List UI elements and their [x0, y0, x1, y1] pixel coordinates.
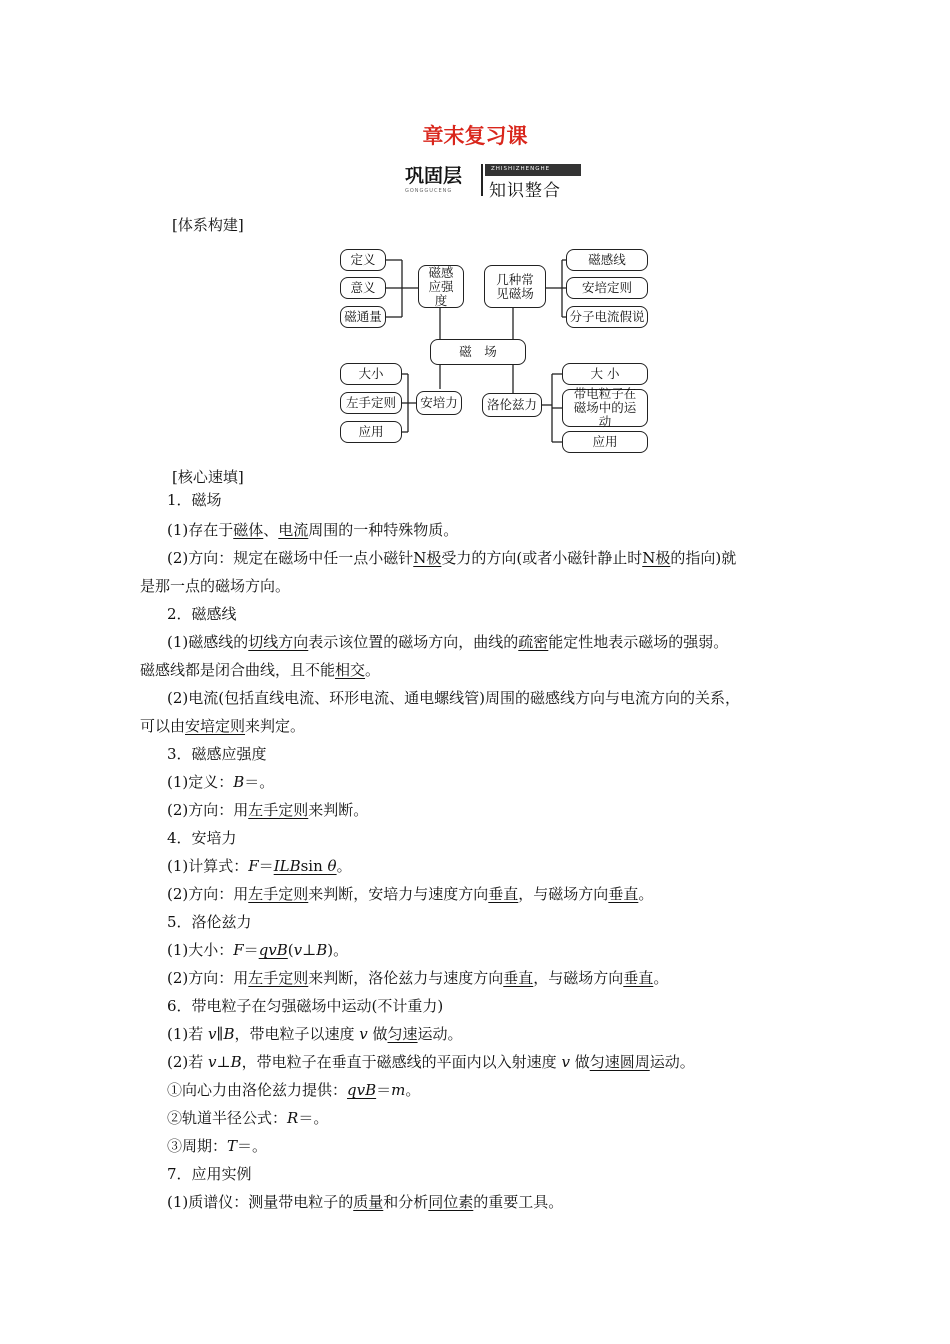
- text-span: 来判断，洛伦兹力与速度方向: [308, 969, 504, 987]
- text-span: 的重要工具。: [473, 1193, 564, 1211]
- section-heading-system: [体系构建]: [172, 216, 244, 234]
- node-definition: 定义: [340, 249, 386, 271]
- line-1-2-cont: 是那一点的磁场方向。: [140, 577, 291, 595]
- answer-blank: 安培定则: [185, 717, 246, 735]
- node-apply-left: 应用: [340, 421, 402, 443]
- banner-right: [485, 160, 581, 201]
- text-span: )。: [327, 941, 349, 959]
- node-ampere-force: 安培力: [416, 391, 462, 415]
- text-span: 表示该位置的磁场方向，曲线的: [308, 633, 519, 651]
- math-var: m: [391, 1081, 406, 1099]
- answer-blank: qvB: [347, 1081, 377, 1099]
- heading-6: 6．带电粒子在匀强磁场中运动(不计重力): [167, 997, 444, 1015]
- section-heading-core: [核心速填]: [172, 468, 244, 486]
- answer-blank: 电流: [278, 521, 309, 539]
- text-span: ⊥: [216, 1053, 231, 1071]
- text-span: (2)方向：规定在磁场中任一点小磁针: [167, 549, 414, 567]
- answer-blank: 左手定则: [248, 885, 309, 903]
- answer-blank: 切线方向: [248, 633, 309, 651]
- node-size-right: 大 小: [562, 363, 648, 385]
- line-6-4: [167, 1108, 328, 1128]
- answer-blank: 垂直: [503, 969, 534, 987]
- banner-right-title: 知识整合: [489, 181, 561, 201]
- answer-blank: N极: [642, 549, 671, 567]
- page-title: 章末复习课: [422, 124, 528, 148]
- math-var: B: [316, 941, 328, 959]
- node-ampere-rule: 安培定则: [566, 277, 648, 299]
- text-span: 运动。: [649, 1053, 695, 1071]
- text-span: 受力的方向(或者小磁针静止时: [441, 549, 643, 567]
- line-5-1: [167, 940, 348, 960]
- heading-3: 3．磁感应强度: [167, 745, 267, 763]
- line-6-1: [167, 1024, 463, 1044]
- line-6-2: [167, 1052, 695, 1072]
- text-span: ⊥: [302, 941, 317, 959]
- line-6-5: [167, 1136, 267, 1156]
- text-span: 能定性地表示磁场的强弱。: [548, 633, 729, 651]
- math-var: B: [230, 1053, 242, 1071]
- text-span: 。: [653, 969, 669, 987]
- heading-2: 2．磁感线: [167, 605, 237, 623]
- line-2-2-cont: [140, 716, 305, 736]
- answer-blank: 同位素: [428, 1193, 474, 1211]
- text-span: (1)存在于: [167, 521, 234, 539]
- line-2-1-cont: [140, 660, 380, 680]
- text-span: 磁感线都是闭合曲线，且不能: [140, 661, 336, 679]
- node-meaning: 意义: [340, 277, 386, 299]
- text-span: (1)若: [167, 1025, 209, 1043]
- text-span: (1)质谱仪：测量带电粒子的: [167, 1193, 354, 1211]
- answer-blank: 磁体: [233, 521, 264, 539]
- banner-left: [403, 160, 479, 198]
- text-span: 来判定。: [245, 717, 306, 735]
- node-apply-right: 应用: [562, 431, 648, 453]
- text-span: ，与磁场方向: [533, 969, 624, 987]
- line-4-1: [167, 856, 352, 876]
- math-var: R: [287, 1109, 299, 1127]
- text-span: (2)若: [167, 1053, 209, 1071]
- answer-blank: 垂直: [623, 969, 654, 987]
- line-4-2: [167, 884, 653, 904]
- answer-blank: 左手定则: [248, 801, 309, 819]
- text-span: ①向心力由洛伦兹力提供：: [167, 1081, 348, 1099]
- text-span: ＝: [258, 857, 274, 875]
- answer-blank: 相交: [335, 661, 366, 679]
- answer-blank: 疏密: [518, 633, 549, 651]
- text-span: sin: [300, 857, 328, 875]
- node-charged-motion: 带电粒子在磁场中的运动: [562, 389, 648, 427]
- banner-right-pinyin: ZHISHIZHENGHE: [491, 166, 551, 172]
- math-var: ILB: [273, 857, 301, 875]
- heading-5: 5．洛伦兹力: [167, 913, 252, 931]
- text-span: 的指向)就: [670, 549, 737, 567]
- text-span: 。: [336, 857, 352, 875]
- text-span: 做: [367, 1025, 388, 1043]
- line-5-2: [167, 968, 668, 988]
- math-var: v: [208, 1053, 217, 1071]
- node-molecular-current: 分子电流假说: [566, 306, 648, 328]
- text-span: ＝: [243, 941, 259, 959]
- banner-left-pinyin: GONGGUCENG: [405, 188, 453, 194]
- text-span: 周围的一种特殊物质。: [308, 521, 459, 539]
- text-span: ，带电粒子在垂直于磁感线的平面内以入射速度: [241, 1053, 562, 1071]
- answer-blank: 垂直: [488, 885, 519, 903]
- line-1-1: [167, 520, 458, 540]
- node-size-left: 大小: [340, 363, 402, 385]
- text-span: ∥: [216, 1025, 224, 1043]
- text-span: ③周期：: [167, 1137, 228, 1155]
- line-2-2: (2)电流(包括直线电流、环形电流、通电螺线管)周围的磁感线方向与电流方向的关系，: [167, 689, 740, 707]
- answer-blank: 质量: [353, 1193, 384, 1211]
- math-var: B: [223, 1025, 235, 1043]
- line-7-1: [167, 1192, 563, 1212]
- text-span: 。: [365, 661, 381, 679]
- math-var: v: [561, 1053, 570, 1071]
- math-var: v: [359, 1025, 368, 1043]
- text-span: (2)方向：用: [167, 885, 249, 903]
- text-span: 运动。: [417, 1025, 463, 1043]
- text-span: 。: [638, 885, 654, 903]
- math-var: v: [293, 941, 303, 959]
- node-flux: 磁通量: [340, 306, 386, 328]
- text-span: (1)计算式：: [167, 857, 249, 875]
- node-lorentz-force: 洛伦兹力: [482, 393, 542, 417]
- text-span: 做: [569, 1053, 590, 1071]
- heading-1: 1．磁场: [167, 491, 222, 509]
- text-span: ②轨道半径公式：: [167, 1109, 288, 1127]
- line-3-1: [167, 772, 274, 792]
- math-var: B: [233, 773, 245, 791]
- text-span: ＝。: [244, 773, 275, 791]
- concept-diagram: [336, 243, 656, 458]
- answer-blank: 垂直: [608, 885, 639, 903]
- text-span: ，带电粒子以速度: [234, 1025, 360, 1043]
- text-span: (2)方向：用: [167, 969, 249, 987]
- section-banner: [403, 160, 581, 201]
- text-span: 可以由: [140, 717, 186, 735]
- text-span: 和分析: [383, 1193, 429, 1211]
- line-6-3: [167, 1080, 420, 1100]
- line-2-1: [167, 632, 728, 652]
- node-b-field: 磁感应强度: [418, 265, 464, 308]
- node-left-hand-rule: 左手定则: [340, 392, 402, 414]
- answer-blank: 匀速: [387, 1025, 418, 1043]
- banner-divider: [481, 164, 483, 196]
- text-span: ＝: [376, 1081, 392, 1099]
- text-span: (2)方向：用: [167, 801, 249, 819]
- line-3-2: [167, 800, 368, 820]
- heading-4: 4．安培力: [167, 829, 237, 847]
- text-span: 来判断，安培力与速度方向: [308, 885, 489, 903]
- text-span: ，与磁场方向: [518, 885, 609, 903]
- text-span: 、: [263, 521, 279, 539]
- answer-blank: 左手定则: [248, 969, 309, 987]
- text-span: (: [287, 941, 294, 959]
- math-var: θ: [327, 857, 337, 875]
- node-field-lines: 磁感线: [566, 249, 648, 271]
- answer-blank: qvB: [258, 941, 288, 959]
- math-var: T: [227, 1137, 238, 1155]
- text-span: ＝。: [237, 1137, 268, 1155]
- node-magnetic-field: 磁 场: [430, 339, 526, 365]
- text-span: (1)定义：: [167, 773, 234, 791]
- banner-left-title: 巩固层: [405, 165, 463, 187]
- banner-right-bar: [485, 164, 581, 176]
- text-span: 。: [405, 1081, 421, 1099]
- heading-7: 7．应用实例: [167, 1165, 252, 1183]
- node-common-fields: 几种常见磁场: [484, 265, 546, 308]
- math-var: v: [208, 1025, 217, 1043]
- line-1-2: [167, 548, 736, 568]
- answer-blank: 匀速圆周: [589, 1053, 650, 1071]
- math-var: F: [233, 941, 244, 959]
- text-span: (1)磁感线的: [167, 633, 249, 651]
- answer-blank: N极: [413, 549, 442, 567]
- math-var: F: [248, 857, 259, 875]
- text-span: ＝。: [298, 1109, 329, 1127]
- text-span: 来判断。: [308, 801, 369, 819]
- text-span: (1)大小：: [167, 941, 234, 959]
